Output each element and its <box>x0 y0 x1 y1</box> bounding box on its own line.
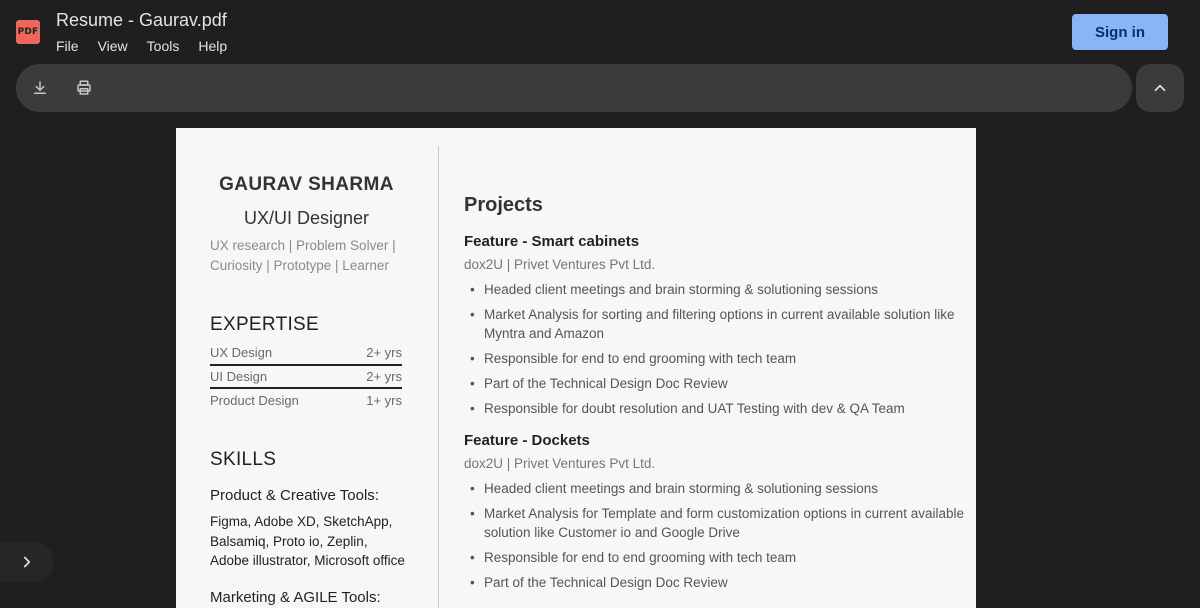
skills-heading: SKILLS <box>210 449 277 470</box>
bullet-item: • Part of the Technical Design Doc Review <box>464 573 964 593</box>
project-company: dox2U | Privet Ventures Pvt Ltd. <box>464 456 656 471</box>
project-title: Feature - Dockets <box>464 432 590 449</box>
expertise-row <box>210 345 402 360</box>
expertise-bar <box>210 364 402 366</box>
expertise-years: 2+ yrs <box>366 345 402 360</box>
bullet-item: • Headed client meetings and brain storming & solutioning sessions <box>464 280 964 300</box>
menu-tools[interactable]: Tools <box>146 38 180 54</box>
column-divider <box>438 146 439 608</box>
product-tools-line: Adobe illustrator, Microsoft office <box>210 553 405 568</box>
resume-role: UX/UI Designer <box>243 208 370 228</box>
sign-in-button[interactable]: Sign in <box>1072 14 1168 50</box>
tagline-line: Curiosity | Prototype | Learner <box>210 258 389 273</box>
pdf-toolbar <box>16 64 1132 112</box>
project-title: Feature - Smart cabinets <box>464 233 640 250</box>
document-title: Resume - Gaurav.pdf <box>56 10 227 30</box>
menu-help[interactable]: Help <box>198 38 228 54</box>
bullet-item: • Market Analysis for sorting and filtering options in current available solution like Myntra and Amazon <box>464 305 964 344</box>
product-tools-line: Balsamiq, Proto io, Zeplin, <box>210 533 368 549</box>
expertise-years: 1+ yrs <box>366 393 402 408</box>
chevron-right-icon <box>18 553 36 571</box>
print-button[interactable] <box>72 76 96 100</box>
resume-tagline <box>210 236 410 276</box>
projects-heading: Projects <box>464 194 543 216</box>
bullet-item: • Market Analysis for Template and form customization options in current available solution like Customer io and Google Drive <box>464 504 964 543</box>
pdf-page <box>176 128 976 608</box>
bullet-item: • Responsible for end to end grooming with tech team <box>464 349 964 369</box>
expertise-row <box>210 393 402 408</box>
menu-file[interactable]: File <box>56 38 79 54</box>
expertise-row <box>210 369 402 384</box>
project-bullets <box>464 479 964 598</box>
expertise-label: UX Design <box>210 345 273 360</box>
product-tools-line: Figma, Adobe XD, SketchApp, <box>210 514 393 529</box>
sidebar-toggle-button[interactable] <box>0 542 54 582</box>
product-tools-list <box>210 512 430 571</box>
project-bullets <box>464 280 964 423</box>
product-tools-heading: Product & Creative Tools: <box>210 487 379 504</box>
bullet-item: • Responsible for doubt resolution and UAT Testing with dev & QA Team <box>464 399 964 419</box>
tagline-line: UX research | Problem Solver | <box>210 238 396 253</box>
expertise-label: Product Design <box>210 393 299 408</box>
expertise-label: UI Design <box>210 369 268 384</box>
collapse-toolbar-button[interactable] <box>1136 64 1184 112</box>
download-button[interactable] <box>28 76 52 100</box>
pdf-file-icon: PDF <box>16 20 40 44</box>
chevron-up-icon <box>1151 79 1169 97</box>
menu-view[interactable]: View <box>97 38 128 54</box>
bullet-item: • Part of the Technical Design Doc Review <box>464 374 964 394</box>
project-company: dox2U | Privet Ventures Pvt Ltd. <box>464 257 656 272</box>
marketing-tools-heading: Marketing & AGILE Tools: <box>210 589 381 606</box>
expertise-heading: EXPERTISE <box>210 314 319 335</box>
print-icon <box>75 79 93 97</box>
resume-name: GAURAV SHARMA <box>219 174 394 195</box>
expertise-bar <box>210 387 402 389</box>
bullet-item: • Responsible for end to end grooming with tech team <box>464 548 964 568</box>
download-icon <box>31 79 49 97</box>
expertise-years: 2+ yrs <box>366 369 402 384</box>
menu-bar <box>56 38 246 54</box>
bullet-item: • Headed client meetings and brain storming & solutioning sessions <box>464 479 964 499</box>
